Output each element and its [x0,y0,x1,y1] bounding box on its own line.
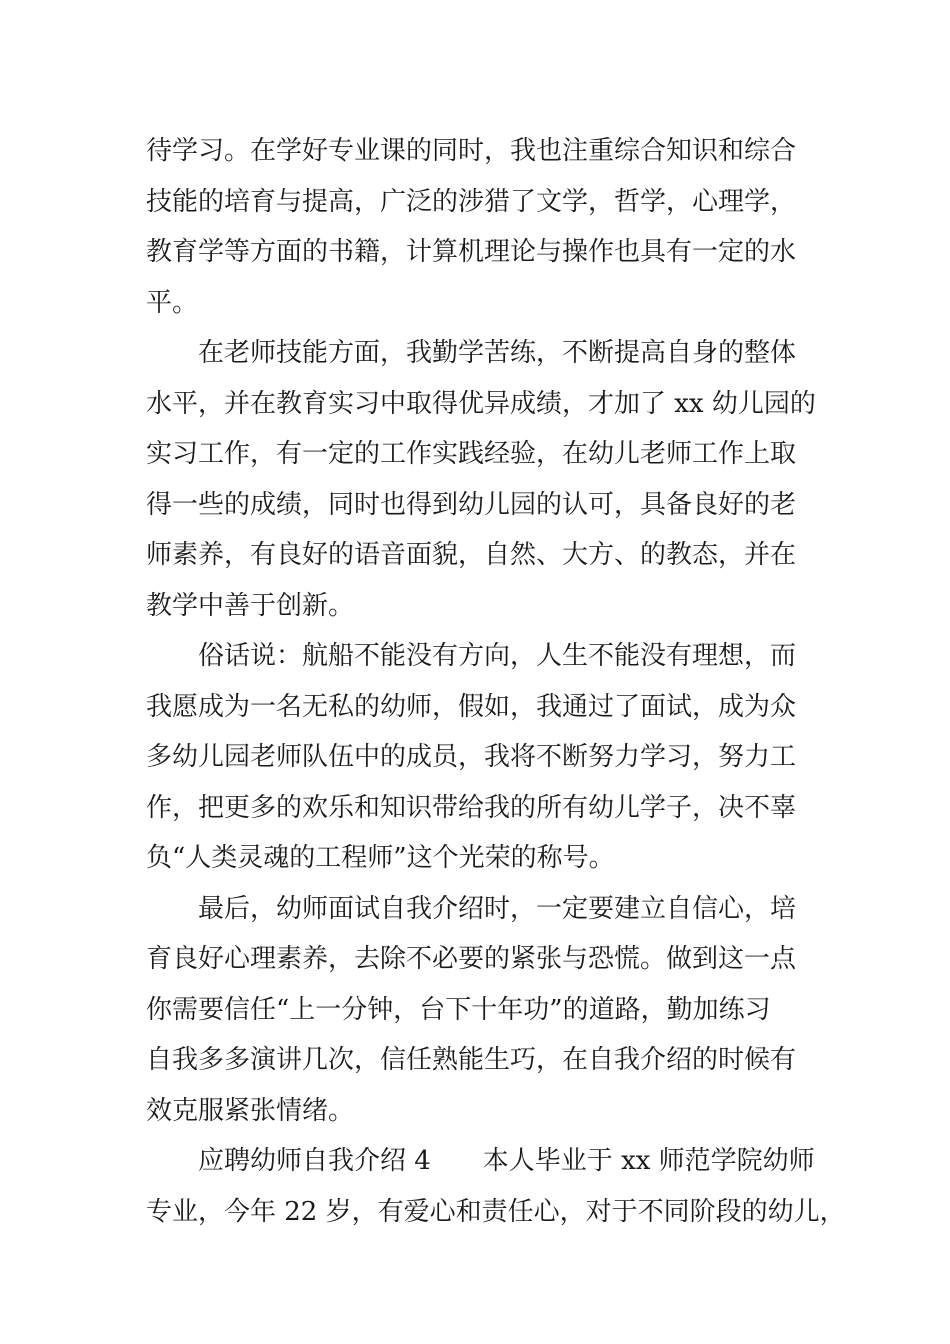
text-line: 最后，幼师面试自我介绍时，一定要建立自信心，培 [146,893,797,924]
text-line: 教学中善于创新。 [146,590,355,621]
text-line: 教育学等方面的书籍，计算机理论与操作也具有一定的水 [146,237,797,267]
text-line: 我愿成为一名无私的幼师，假如，我通过了面试，成为众 [146,691,797,722]
text-line: 负“人类灵魂的工程师”这个光荣的称号。 [146,843,615,873]
text-line: 作，把更多的欢乐和知识带给我的所有幼儿学子，决不辜 [146,792,797,823]
text-line: 水平，并在教育实习中取得优异成绩，才加了 xx 幼儿园的 [146,388,816,419]
text-line: 效克服紧张情绪。 [146,1095,355,1126]
document-body [146,126,846,1237]
text-line: 平。 [146,287,199,318]
text-line: 待学习。在学好专业课的同时，我也注重综合知识和综合 [146,136,797,166]
text-line: 专业，今年 22 岁，有爱心和责任心，对于不同阶段的幼儿， [146,1196,846,1227]
text-line: 你需要信任“上一分钟，台下十年功”的道路，勤加练习 [146,994,771,1025]
text-line: 在老师技能方面，我勤学苦练，不断提高自身的整体 [146,338,797,368]
text-line: 技能的培育与提高，广泛的涉猎了文学，哲学，心理学， [146,186,797,217]
text-line: 自我多多演讲几次，信任熟能生巧，在自我介绍的时候有 [146,1045,797,1075]
text-line: 实习工作，有一定的工作实践经验，在幼儿老师工作上取 [146,439,797,469]
text-line: 应聘幼师自我介绍 4 本人毕业于 xx 师范学院幼师 [146,1146,815,1176]
text-line: 师素养，有良好的语音面貌，自然、大方、的教态，并在 [146,540,797,570]
text-line: 俗话说：航船不能没有方向，人生不能没有理想，而 [146,641,797,671]
text-line: 育良好心理素养，去除不必要的紧张与恐慌。做到这一点 [146,944,797,974]
text-line: 多幼儿园老师队伍中的成员，我将不断努力学习，努力工 [146,742,797,772]
text-line: 得一些的成绩，同时也得到幼儿园的认可，具备良好的老 [146,489,797,520]
